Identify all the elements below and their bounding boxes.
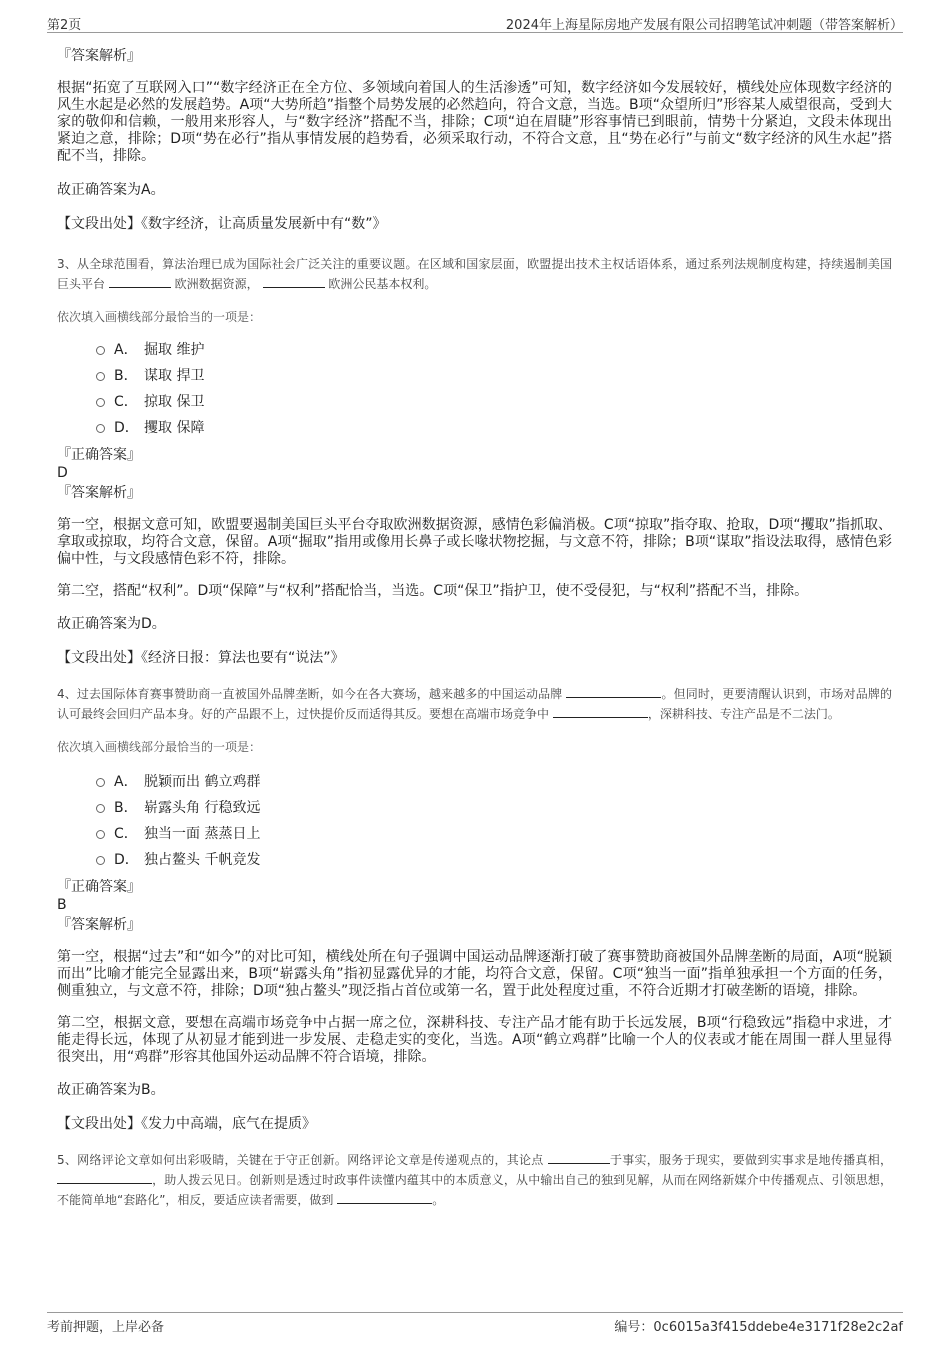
code-value: 0c6015a3f415ddebe4e3171f28e2c2af <box>653 1320 903 1335</box>
q3-stem-text-c: 欧洲公民基本权利。 <box>328 277 437 291</box>
q3-instruction: 依次填入画横线部分最恰当的一项是： <box>57 310 262 324</box>
q4-analysis-2: 第二空，根据文意，要想在高端市场竞争中占据一席之位，深耕科技、专注产品才能有助于长远发展，B项“行稳致远”指稳中求进，才能走得长远，体现了从初显才能到进一步发展、走稳走实的变化，当选。A项“鹤立鸡群”比喻一个人的仪表或才能在周围一群人里显得很突出，用“鸡群”形容其他国外运动品牌不符合语境，排除。 <box>57 1015 892 1065</box>
radio-icon[interactable] <box>96 346 105 355</box>
q4-option-b[interactable] <box>57 795 892 821</box>
q5-stem-text-a: 5、网络评论文章如何出彩吸睛，关键在于守正创新。网络评论文章是传递观点的，其论点 <box>57 1153 544 1167</box>
option-letter: B． <box>114 368 138 384</box>
q4-instruction: 依次填入画横线部分最恰当的一项是： <box>57 740 262 754</box>
radio-icon[interactable] <box>96 830 105 839</box>
radio-icon[interactable] <box>96 778 105 787</box>
correct-answer-label: 『正确答案』 <box>57 447 141 463</box>
q4-answer: B <box>57 897 67 913</box>
q3-option-d[interactable] <box>57 415 892 441</box>
radio-icon[interactable] <box>96 372 105 381</box>
q4-stem-text-a: 4、过去国际体育赛事赞助商一直被国外品牌垄断，如今在各大赛场，越来越多的中国运动品牌 <box>57 687 563 701</box>
source-tag: 【文段出处】 <box>57 216 141 232</box>
option-letter: A． <box>114 774 138 790</box>
analysis-label: 『答案解析』 <box>57 48 141 64</box>
q3-analysis-2: 第二空，搭配“权利”。D项“保障”与“权利”搭配恰当，当选。C项“保卫”指护卫，使不受侵犯，与“权利”搭配不当，排除。 <box>57 583 809 599</box>
option-letter: D． <box>114 852 139 868</box>
q4-options <box>57 769 892 873</box>
q4-conclusion: 故正确答案为B。 <box>57 1082 165 1098</box>
footer-slogan: 考前押题，上岸必备 <box>47 1320 165 1335</box>
q2-analysis: 根据“拓宽了互联网入口”“数字经济正在全方位、多领域向着国人的生活渗透”可知，数字经济如今发展较好，横线处应体现数字经济的风生水起是必然的发展趋势。A项“大势所趋”指整个局势发展的必然趋向，符合文意，当选。B项“众望所归”形容某人威望很高，受到大家的敬仰和信赖，一般用来形容人，与“数字经济”搭配不当，排除；C项“迫在眉睫”形容事情已到眼前，情势十分紧迫，文段未体现出紧迫之意，排除；D项“势在必行”指从事情发展的趋势看，必须采取行动，不符合文意，且“势在必行”与前文“数字经济的风生水起”搭配不当，排除。 <box>57 80 892 164</box>
option-text: 崭露头角 行稳致远 <box>144 800 261 816</box>
page-footer <box>47 1312 903 1335</box>
option-text: 掠取 保卫 <box>144 394 205 410</box>
q5-stem-text-c: ，助人拨云见日。创新则是透过时政事件读懂内蕴其中的本质意义，从中输出自己的独到见解，从而在网络新媒介中传播观点、引领思想，不能简单地“套路化”，相反，要适应读者需要，做到 <box>57 1173 892 1207</box>
option-letter: C． <box>114 826 138 842</box>
q3-stem-text-a: 3、从全球范围看，算法治理已成为国际社会广泛关注的重要议题。在区域和国家层面，欧盟提出技术主权话语体系，通过系列法规制度构建，持续遏制美国巨头平台 <box>57 257 892 291</box>
q3-options <box>57 337 892 441</box>
option-letter: A． <box>114 342 138 358</box>
q3-source-title: 《经济日报：算法也要有“说法”》 <box>141 650 345 666</box>
page-number: 第2页 <box>47 18 82 33</box>
source-tag: 【文段出处】 <box>57 1116 141 1132</box>
q3-option-c[interactable] <box>57 389 892 415</box>
option-text: 掘取 维护 <box>144 342 205 358</box>
document-code <box>614 1316 903 1335</box>
q5-stem-text-d: 。 <box>432 1193 445 1207</box>
q4-blank-1 <box>566 684 661 698</box>
q4-option-d[interactable] <box>57 847 892 873</box>
correct-answer-label: 『正确答案』 <box>57 879 141 895</box>
q5-blank-2 <box>57 1170 152 1184</box>
q3-answer: D <box>57 465 68 481</box>
q4-stem-text-b: 。但同时，更要清醒认识到，市场对品牌的认可最终会回归产品本身。好的产品跟不上，过快提价反而适得其反。要想在高端市场竞争中 <box>57 687 892 721</box>
q3-stem-text-b: 欧洲数据资源， <box>174 277 259 291</box>
document-body <box>57 44 892 1210</box>
q3-stem <box>57 254 892 294</box>
q3-blank-2 <box>263 274 325 288</box>
option-text: 独当一面 蒸蒸日上 <box>144 826 261 842</box>
q4-stem-text-c: ，深耕科技、专注产品是不二法门。 <box>647 707 840 721</box>
q3-option-b[interactable] <box>57 363 892 389</box>
q5-blank-1 <box>548 1150 610 1164</box>
radio-icon[interactable] <box>96 804 105 813</box>
q3-option-a[interactable] <box>57 337 892 363</box>
q2-source-title: 《数字经济，让高质量发展新中有“数”》 <box>141 216 387 232</box>
q4-option-c[interactable] <box>57 821 892 847</box>
code-label: 编号： <box>614 1320 654 1335</box>
q2-source <box>57 215 892 233</box>
q4-blank-2 <box>553 704 648 718</box>
option-text: 独占鳌头 千帆竞发 <box>144 852 261 868</box>
option-text: 脱颖而出 鹤立鸡群 <box>144 774 261 790</box>
option-letter: C． <box>114 394 138 410</box>
radio-icon[interactable] <box>96 856 105 865</box>
analysis-label: 『答案解析』 <box>57 485 141 501</box>
q3-conclusion: 故正确答案为D。 <box>57 616 166 632</box>
q4-source <box>57 1115 892 1133</box>
option-letter: D． <box>114 420 139 436</box>
radio-icon[interactable] <box>96 398 105 407</box>
analysis-label: 『答案解析』 <box>57 917 141 933</box>
q4-source-title: 《发力中高端，底气在提质》 <box>141 1116 316 1132</box>
page-header <box>47 10 903 33</box>
source-tag: 【文段出处】 <box>57 650 141 666</box>
option-text: 攫取 保障 <box>144 420 205 436</box>
option-letter: B． <box>114 800 138 816</box>
q3-blank-1 <box>109 274 171 288</box>
radio-icon[interactable] <box>96 424 105 433</box>
q4-stem <box>57 684 892 724</box>
q5-stem-text-b: 于事实，服务于现实，要做到实事求是地传播真相， <box>609 1153 892 1167</box>
q4-analysis-1: 第一空，根据“过去”和“如今”的对比可知，横线处所在句子强调中国运动品牌逐渐打破了赛事赞助商被国外品牌垄断的局面，A项“脱颖而出”比喻才能完全显露出来，B项“崭露头角”指初显露优异的才能，均符合文意，保留。C项“独当一面”指单独承担一个方面的任务，侧重独立，与文意不符，排除；D项“独占鳌头”现泛指占首位或第一名，置于此处程度过重，不符合近期才打破垄断的语境，排除。 <box>57 949 892 999</box>
q2-conclusion: 故正确答案为A。 <box>57 182 165 198</box>
q5-blank-3 <box>337 1190 432 1204</box>
q5-stem <box>57 1150 892 1210</box>
option-text: 谋取 捍卫 <box>144 368 205 384</box>
q3-source <box>57 649 892 667</box>
document-title: 2024年上海星际房地产发展有限公司招聘笔试冲刺题（带答案解析） <box>505 18 903 33</box>
q4-option-a[interactable] <box>57 769 892 795</box>
q3-analysis-1: 第一空，根据文意可知，欧盟要遏制美国巨头平台夺取欧洲数据资源，感情色彩偏消极。C项“掠取”指夺取、抢取，D项“攫取”指抓取、拿取或掠取，均符合文意，保留。A项“掘取”指用或像用长鼻子或长喙状物挖掘，与文意不符，排除；B项“谋取”指设法取得，感情色彩偏中性，与文段感情色彩不符，排除。 <box>57 517 892 567</box>
